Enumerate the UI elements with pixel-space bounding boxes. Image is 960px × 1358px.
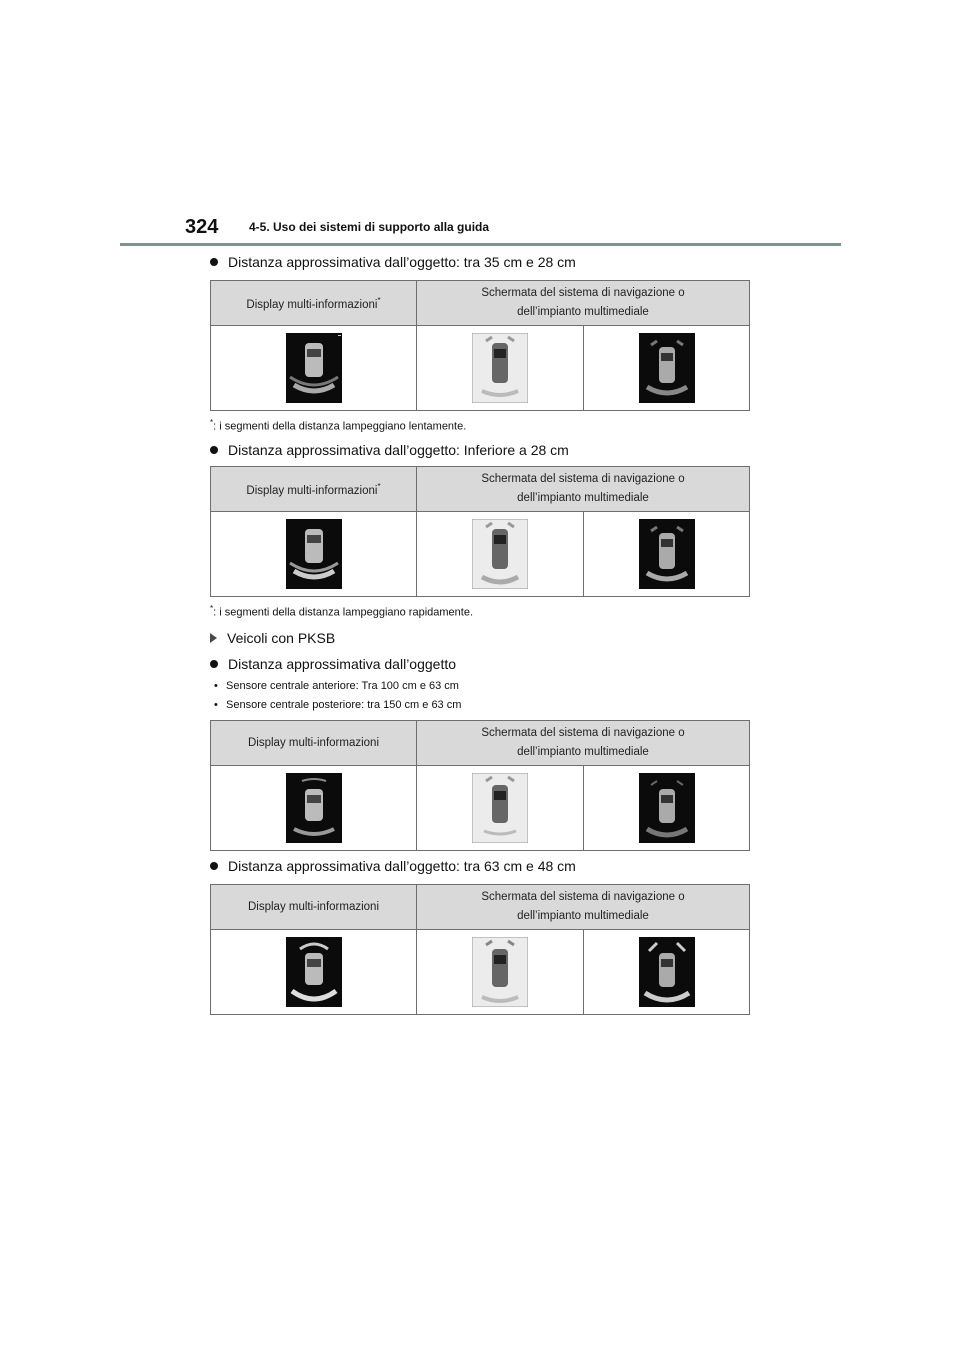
header-nav-screen: Schermata del sistema di navigazione o dell’impianto multimediale <box>417 281 750 326</box>
figure-table <box>210 466 750 597</box>
nav-screen-dark <box>584 326 750 411</box>
header-multi-info: Display multi-informazioni* <box>211 281 417 326</box>
bullet-heading: Distanza approssimativa dall’oggetto <box>210 656 750 672</box>
mid-display-image <box>286 519 342 589</box>
footnote: *: i segmenti della distanza lampeggiano lentamente. <box>210 418 467 433</box>
mid-display-image <box>286 333 342 403</box>
figure-table <box>210 884 750 1015</box>
bullet-heading: Distanza approssimativa dall’oggetto: tra 63 cm e 48 cm <box>210 858 750 874</box>
nav-screen-light <box>417 930 584 1015</box>
bullet-dot-icon <box>210 258 218 266</box>
bullet-dot-icon <box>210 660 218 668</box>
mid-display-image <box>286 773 342 843</box>
arrow-right-icon <box>210 633 217 643</box>
nav-screen-dark <box>584 766 750 851</box>
figure-table <box>210 280 750 411</box>
mid-display-image <box>211 512 417 597</box>
bullet-dot-icon <box>210 862 218 870</box>
nav-screen-dark <box>639 333 695 403</box>
header-nav-screen: Schermata del sistema di navigazione o dell’impianto multimediale <box>417 721 750 766</box>
header-rule <box>120 243 841 246</box>
nav-screen-dark <box>639 773 695 843</box>
mid-display-image <box>286 937 342 1007</box>
nav-screen-light <box>417 766 584 851</box>
nav-screen-light <box>417 326 584 411</box>
sensor-line: • Sensore centrale anteriore: Tra 100 cm e 63 cm <box>214 680 459 692</box>
bullet-dot-icon <box>210 446 218 454</box>
header-nav-screen: Schermata del sistema di navigazione o dell’impianto multimediale <box>417 467 750 512</box>
nav-screen-light <box>472 937 528 1007</box>
mid-display-image <box>211 766 417 851</box>
pksb-heading: Veicoli con PKSB <box>210 630 750 646</box>
nav-screen-light <box>472 519 528 589</box>
nav-screen-light <box>472 773 528 843</box>
nav-screen-dark <box>584 930 750 1015</box>
bullet-heading: Distanza approssimativa dall’oggetto: tra 35 cm e 28 cm <box>210 254 750 270</box>
nav-screen-light <box>472 333 528 403</box>
nav-screen-dark <box>639 937 695 1007</box>
bullet-heading: Distanza approssimativa dall’oggetto: Inferiore a 28 cm <box>210 442 750 458</box>
mid-display-image <box>211 930 417 1015</box>
figure-table <box>210 720 750 851</box>
header-multi-info: Display multi-informazioni* <box>211 467 417 512</box>
nav-screen-light <box>417 512 584 597</box>
header-multi-info: Display multi-informazioni <box>211 721 417 766</box>
page-number: 324 <box>185 216 219 238</box>
footnote: *: i segmenti della distanza lampeggiano rapidamente. <box>210 604 474 619</box>
sensor-line: • Sensore centrale posteriore: tra 150 cm e 63 cm <box>214 699 462 711</box>
header-multi-info: Display multi-informazioni <box>211 885 417 930</box>
mid-display-image <box>211 326 417 411</box>
section-title: 4-5. Uso dei sistemi di supporto alla guida <box>249 220 490 234</box>
header-nav-screen: Schermata del sistema di navigazione o dell’impianto multimediale <box>417 885 750 930</box>
nav-screen-dark <box>584 512 750 597</box>
nav-screen-dark <box>639 519 695 589</box>
